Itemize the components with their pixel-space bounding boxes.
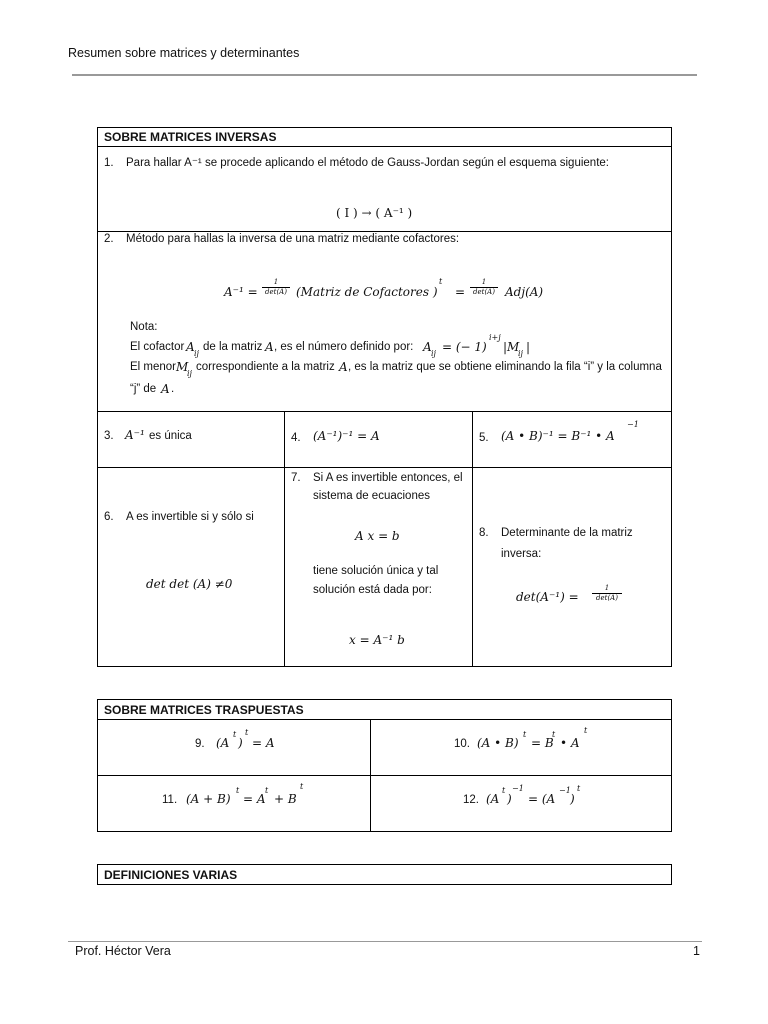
item12-formula: (A — [486, 792, 500, 806]
item1-text: Para hallar A⁻¹ se procede aplicando el método de Gauss-Jordan según el esquema siguiente: — [126, 157, 609, 169]
item4-formula: (A⁻¹)⁻¹ = A — [313, 429, 380, 443]
item5-exponent: −1 — [627, 420, 639, 429]
item7-formula1: A x = b — [355, 529, 400, 543]
item7-number: 7. — [291, 472, 301, 484]
item11-number: 11. — [162, 794, 178, 806]
item9-rest: = A — [252, 736, 275, 750]
nota-label: Nota: — [130, 321, 158, 333]
traspuestas-row-divider — [97, 775, 672, 776]
item4-number: 4. — [291, 432, 301, 444]
menor-text-a: El menor — [130, 361, 177, 373]
item7-formula2: x = A⁻¹ b — [349, 633, 405, 647]
cofactor-minor-end: | — [526, 340, 531, 354]
document-header-title: Resumen sobre matrices y determinantes — [68, 46, 300, 60]
item2-fraction-1-den: det(A) — [265, 288, 287, 296]
item2-formula-lhs: A⁻¹ = — [224, 285, 258, 299]
item2-transpose-sup: t — [439, 277, 443, 286]
menor-var-m: M — [176, 360, 189, 374]
item12-outer-t: t — [577, 784, 581, 793]
item8-line1: Determinante de la matriz — [501, 527, 633, 539]
menor-var-a2: A — [161, 382, 170, 396]
item8-fraction-den: det(A) — [596, 594, 618, 602]
item11-rest: = A — [243, 792, 266, 806]
item10-rest: = B — [531, 736, 554, 750]
item10-dot: • A — [560, 736, 580, 750]
inversas-title: SOBRE MATRICES INVERSAS — [104, 130, 277, 144]
item3-formula: A⁻¹ — [125, 428, 145, 442]
item8-fraction — [592, 585, 622, 602]
item2-fraction-2-num: 1 — [481, 278, 487, 286]
item8-number: 8. — [479, 527, 489, 539]
cofactor-sub-ij: ij — [194, 349, 200, 358]
col-divider-2 — [472, 411, 473, 667]
item11-formula: (A + B) — [186, 792, 231, 806]
footer-divider — [68, 941, 702, 942]
item2-number: 2. — [104, 233, 114, 245]
item1-divider — [97, 231, 672, 232]
menor-var-a: A — [339, 360, 348, 374]
header-divider — [72, 74, 697, 76]
cofactor-formula-a: A — [423, 340, 432, 354]
item6-formula: det det (A) ≠0 — [146, 577, 233, 591]
item5-formula: (A • B)⁻¹ = B⁻¹ • A — [501, 429, 615, 443]
item9-close: ) — [238, 736, 243, 750]
traspuestas-title-divider — [97, 719, 672, 720]
footer-author: Prof. Héctor Vera — [75, 944, 171, 958]
item10-t3: t — [584, 726, 588, 735]
page-number: 1 — [693, 944, 700, 958]
item10-t2: t — [552, 730, 556, 739]
item12-inner-exp: −1 — [559, 786, 571, 795]
item7-line4: solución está dada por: — [313, 584, 432, 596]
cofactor-var-a: A — [186, 340, 195, 354]
item2-fraction-1 — [262, 279, 290, 296]
item11-t2: t — [265, 786, 269, 795]
item5-number: 5. — [479, 432, 489, 444]
cofactor-var-a2: A — [265, 340, 274, 354]
item10-formula: (A • B) — [477, 736, 519, 750]
item9-formula: (A — [216, 736, 230, 750]
item9-inner-t: t — [233, 730, 237, 739]
item12-rest: = (A — [528, 792, 556, 806]
item1-number: 1. — [104, 157, 114, 169]
item12-number: 12. — [463, 794, 479, 806]
item2-fraction-2-den: det(A) — [473, 288, 495, 296]
cofactor-text-b: de la matriz — [203, 341, 263, 353]
item3-number: 3. — [104, 430, 114, 442]
menor-text-e: . — [171, 383, 175, 395]
cofactor-formula: = (− 1) — [442, 340, 487, 354]
item12-exp: −1 — [512, 784, 524, 793]
item11-t3: t — [300, 782, 304, 791]
item1-formula: ( I ) → ( A⁻¹ ) — [336, 206, 413, 220]
item12-close: ) — [507, 792, 512, 806]
item2-text: Método para hallas la inversa de una matriz mediante cofactores: — [126, 233, 460, 245]
traspuestas-title: SOBRE MATRICES TRASPUESTAS — [104, 703, 304, 717]
item2-formula-eq: = — [455, 285, 466, 299]
menor-text-d: “j” de — [130, 383, 157, 395]
item2-fraction-2 — [470, 279, 498, 296]
item6-number: 6. — [104, 511, 114, 523]
row-3-5-divider — [97, 467, 672, 468]
cofactor-exponent: i+j — [489, 333, 501, 342]
item2-formula-rhs: Adj(A) — [505, 285, 544, 299]
item10-t1: t — [523, 730, 527, 739]
menor-text-b: correspondiente a la matriz — [196, 361, 335, 373]
item2-formula-mid: (Matriz de Cofactores ) — [296, 285, 438, 299]
item2-fraction-1-num: 1 — [273, 278, 279, 286]
cofactor-formula-sub: ij — [431, 349, 437, 358]
item7-line1: Si A es invertible entonces, el — [313, 472, 463, 484]
cofactor-text-a: El cofactor — [130, 341, 185, 353]
item9-outer-t: t — [245, 728, 249, 737]
item7-line3: tiene solución única y tal — [313, 565, 439, 577]
item12-close2: ) — [570, 792, 575, 806]
varias-title: DEFINICIONES VARIAS — [104, 868, 238, 882]
item8-fraction-num: 1 — [604, 584, 610, 592]
item9-number: 9. — [195, 738, 205, 750]
inversas-title-divider — [97, 146, 672, 147]
item6-text: A es invertible si y sólo si — [126, 511, 254, 523]
item3-text: es única — [149, 430, 192, 442]
item10-number: 10. — [454, 738, 470, 750]
menor-sub-ij: ij — [187, 369, 193, 378]
item2-divider — [97, 411, 672, 412]
item12-inner-t: t — [502, 786, 506, 795]
cofactor-minor: |M — [503, 340, 520, 354]
item7-line2: sistema de ecuaciones — [313, 490, 430, 502]
col-divider-1 — [284, 411, 285, 667]
menor-text-c: , es la matriz que se obtiene eliminando la fila “i” y la columna — [348, 361, 662, 373]
item8-line2: inversa: — [501, 548, 542, 560]
item11-plus: + B — [274, 792, 297, 806]
cofactor-text-c: , es el número definido por: — [274, 341, 414, 353]
item11-t1: t — [236, 786, 240, 795]
item8-formula: det(A⁻¹) = — [516, 590, 579, 604]
cofactor-minor-sub: ij — [518, 349, 524, 358]
